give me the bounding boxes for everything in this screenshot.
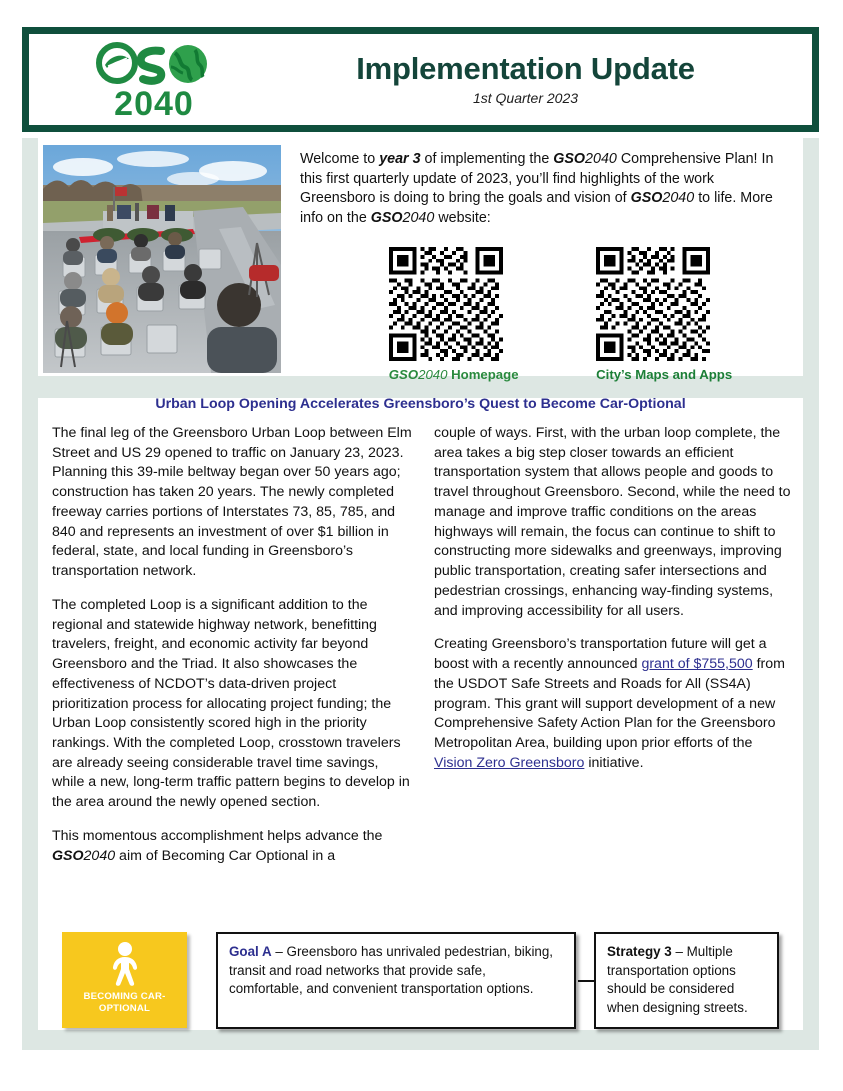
- left-paragraph-3: [52, 827, 412, 866]
- article-right-column: [434, 424, 794, 880]
- goal-dash: –: [271, 944, 287, 959]
- intro-part-2: of implementing the: [420, 151, 554, 167]
- brand-gso-2: GSO: [630, 190, 663, 207]
- strategy-dash: –: [671, 944, 687, 959]
- left-paragraph-1: The final leg of the Greensboro Urban Loop between Elm Street and US 29 opened to traffic on January 23, 2023. Planning this 39-mile beltway began over 50 years ago; construction has taken 20 years. The newly completed freeway carries portions of Interstates 73, 85, 785, and 840 and represents an investment of over $1 billion in federal, state, and local funding in Greensboro’s transportation network.: [52, 425, 412, 580]
- intro-part-1: Welcome to: [300, 151, 380, 167]
- gso2040-logo: [95, 41, 213, 119]
- article-headline: Urban Loop Opening Accelerates Greensboro’s Quest to Become Car-Optional: [155, 396, 686, 412]
- left-paragraph-2: The completed Loop is a significant addition to the regional and statewide highway network, benefitting travelers, freight, and economic activity far beyond Greensboro and the Triad. It also showcases the effectiveness of NCDOT’s data-driven project prioritization process for allocating project funding; the Urban Loop consistently scored high in the priority rankings. With the completed Loop, crosstown travelers are already seeing considerable travel time savings, while a new, long-term traffic pattern begins to develop in the area around the newly opened section.: [52, 596, 410, 811]
- qr-caption-homepage: [389, 367, 519, 382]
- goal-callout-box: [216, 932, 576, 1029]
- intro-year-emphasis: year 3: [379, 151, 421, 167]
- badge-label: BECOMING CAR-OPTIONAL: [83, 991, 166, 1014]
- page-subtitle: 1st Quarter 2023: [472, 90, 579, 107]
- right-side-strip: [803, 138, 819, 1050]
- ribbon-cutting-photo: [43, 145, 281, 373]
- left-p3-brand-rest: 2040: [83, 847, 116, 864]
- intro-part-5: website:: [434, 210, 491, 227]
- qr-cap-rest: Homepage: [447, 366, 519, 382]
- page-header: [22, 27, 819, 132]
- callout-row: [62, 930, 802, 1030]
- intro-part-4: to life. More info on the: [300, 190, 773, 227]
- strategy-text: Multiple transportation options should be considered when designing streets.: [607, 944, 748, 1015]
- intro-paragraph: [300, 150, 787, 229]
- qr-block-maps[interactable]: [596, 247, 732, 382]
- svg-text:2040: 2040: [114, 84, 194, 119]
- left-p3-part-a: This momentous accomplishment helps advance the: [52, 827, 383, 844]
- brand-2040-1: 2040: [585, 151, 617, 167]
- qr-code-row: [300, 247, 787, 382]
- gso2040-homepage-qr-icon[interactable]: [389, 247, 503, 361]
- intro-section: [38, 140, 803, 382]
- intro-text-cell: [286, 140, 803, 382]
- brand-gso-1: GSO: [553, 151, 586, 167]
- qr-block-homepage[interactable]: [389, 247, 519, 382]
- article-left-column: [52, 424, 412, 880]
- pedestrian-icon: [108, 941, 142, 987]
- qr-cap-brand-bold: GSO: [388, 366, 419, 382]
- left-p3-part-b: aim of Becoming Car Optional in a: [115, 847, 336, 864]
- brand-2040-2: 2040: [662, 190, 695, 207]
- vision-zero-link[interactable]: Vision Zero Greensboro: [434, 754, 585, 771]
- title-cell: [279, 50, 812, 107]
- header-inner: [29, 34, 812, 125]
- photo-cell: [38, 140, 286, 376]
- strategy-callout-box: [594, 932, 779, 1029]
- ribbon-cutting-photo-image: [43, 145, 281, 373]
- page-title: Implementation Update: [356, 50, 695, 86]
- right-p2-part-c: initiative.: [584, 754, 644, 771]
- left-p3-brand-bold: GSO: [52, 847, 84, 864]
- grant-amount-link[interactable]: grant of $755,500: [641, 656, 753, 673]
- left-side-strip: [22, 138, 38, 1050]
- right-paragraph-2: [434, 635, 794, 773]
- right-p2-part-a: Creating Greensboro’s transportation future will get a boost with a recently announced: [434, 636, 767, 673]
- article-columns: [52, 424, 794, 880]
- brand-2040-3: 2040: [402, 210, 435, 227]
- right-p2-part-b: from the USDOT Safe Streets and Roads for All (SS4A) program. This grant will support development of a new Comprehensive Safety Action Plan for the Greensboro Metropolitan Area, building upon prior efforts of the: [434, 656, 785, 752]
- brand-gso-3: GSO: [370, 210, 403, 227]
- goal-label: Goal A: [229, 944, 272, 959]
- becoming-car-optional-badge: [62, 932, 187, 1028]
- qr-caption-maps: City’s Maps and Apps: [596, 366, 733, 382]
- right-paragraph-1: couple of ways. First, with the urban loop complete, the area takes a big step closer towards an efficient transportation system that allows people and goods to travel throughout Greensboro. Second, while the need to manage and improve traffic conditions on the areas highways will remain, the focus can continue to shift to constructing more sidewalks and greenways, improving public transportation, creating safer intersections and pedestrian crossings, enhancing way-finding systems, and improving accessibility for all users.: [434, 425, 791, 619]
- goal-text: Greensboro has unrivaled pedestrian, biking, transit and road networks that provide safe, comfortable, and convenient transportation options.: [229, 944, 554, 996]
- logo-cell: [29, 41, 279, 119]
- strategy-label: Strategy 3: [607, 944, 672, 959]
- bottom-band: [22, 1030, 819, 1050]
- qr-cap-brand-rest: 2040: [418, 366, 448, 382]
- intro-part-3: Comprehensive Plan! In this first quarterly update of 2023, you’ll find highlights of the work Greensboro is doing to bring the goals and vision of: [300, 151, 774, 207]
- gso2040-logo-icon: [95, 41, 213, 119]
- city-maps-apps-qr-icon[interactable]: [596, 247, 710, 361]
